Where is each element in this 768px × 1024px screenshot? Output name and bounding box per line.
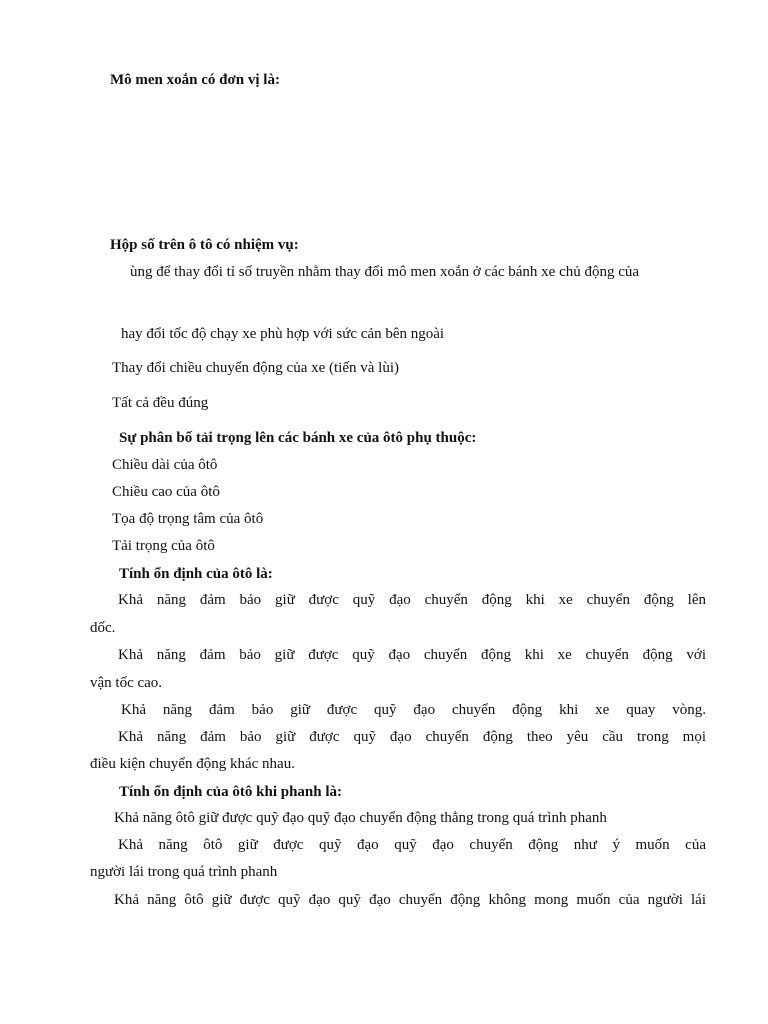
question-2-option-b: hay đổi tốc độ chạy xe phù hợp với sức cản bên ngoài (121, 326, 445, 342)
question-5-option-b-line-1: Khả năng ôtô giữ được quỹ đạo quỹ đạo chuyển động như ý muốn của (118, 837, 706, 853)
question-4-option-a-line-2: dốc. (90, 620, 116, 636)
question-3-title: Sự phân bố tải trọng lên các bánh xe của ôtô phụ thuộc: (119, 430, 477, 446)
question-4-option-b-line-1: Khả năng đảm bảo giữ được quỹ đạo chuyển động khi xe chuyển động với (118, 647, 706, 663)
question-5-option-c: Khả năng ôtô giữ được quỹ đạo quỹ đạo chuyển động không mong muốn của người lái (114, 892, 706, 908)
question-2-option-c: Thay đổi chiều chuyển động của xe (tiến và lùi) (112, 360, 399, 376)
question-3-option-a: Chiều dài của ôtô (112, 457, 218, 473)
question-4-title: Tính ổn định của ôtô là: (119, 566, 273, 582)
question-4-option-d-line-1: Khả năng đảm bảo giữ được quỹ đạo chuyển động theo yêu cầu trong mọi (118, 729, 706, 745)
question-5-title: Tính ổn định của ôtô khi phanh là: (119, 784, 343, 800)
question-1-title: Mô men xoắn có đơn vị là: (110, 72, 280, 88)
question-2-option-d: Tất cả đều đúng (112, 395, 209, 411)
question-3-option-d: Tải trọng của ôtô (112, 538, 215, 554)
question-4-option-c: Khả năng đảm bảo giữ được quỹ đạo chuyển động khi xe quay vòng. (121, 702, 706, 718)
question-4-option-d-line-2: điều kiện chuyển động khác nhau. (90, 756, 295, 772)
question-5-option-b-line-2: người lái trong quá trình phanh (90, 864, 278, 880)
question-4-option-b-line-2: vận tốc cao. (90, 675, 163, 691)
question-3-option-b: Chiều cao của ôtô (112, 484, 220, 500)
question-4-option-a-line-1: Khả năng đảm bảo giữ được quỹ đạo chuyển động khi xe chuyển động lên (118, 592, 706, 608)
question-3-option-c: Tọa độ trọng tâm của ôtô (112, 511, 264, 527)
question-5-option-a: Khả năng ôtô giữ được quỹ đạo quỹ đạo chuyển động thẳng trong quá trình phanh (114, 810, 607, 826)
question-2-option-a: ùng để thay đổi tỉ số truyền nhằm thay đổi mô men xoắn ở các bánh xe chủ động của (130, 264, 640, 280)
question-2-title: Hộp số trên ô tô có nhiệm vụ: (110, 237, 299, 253)
